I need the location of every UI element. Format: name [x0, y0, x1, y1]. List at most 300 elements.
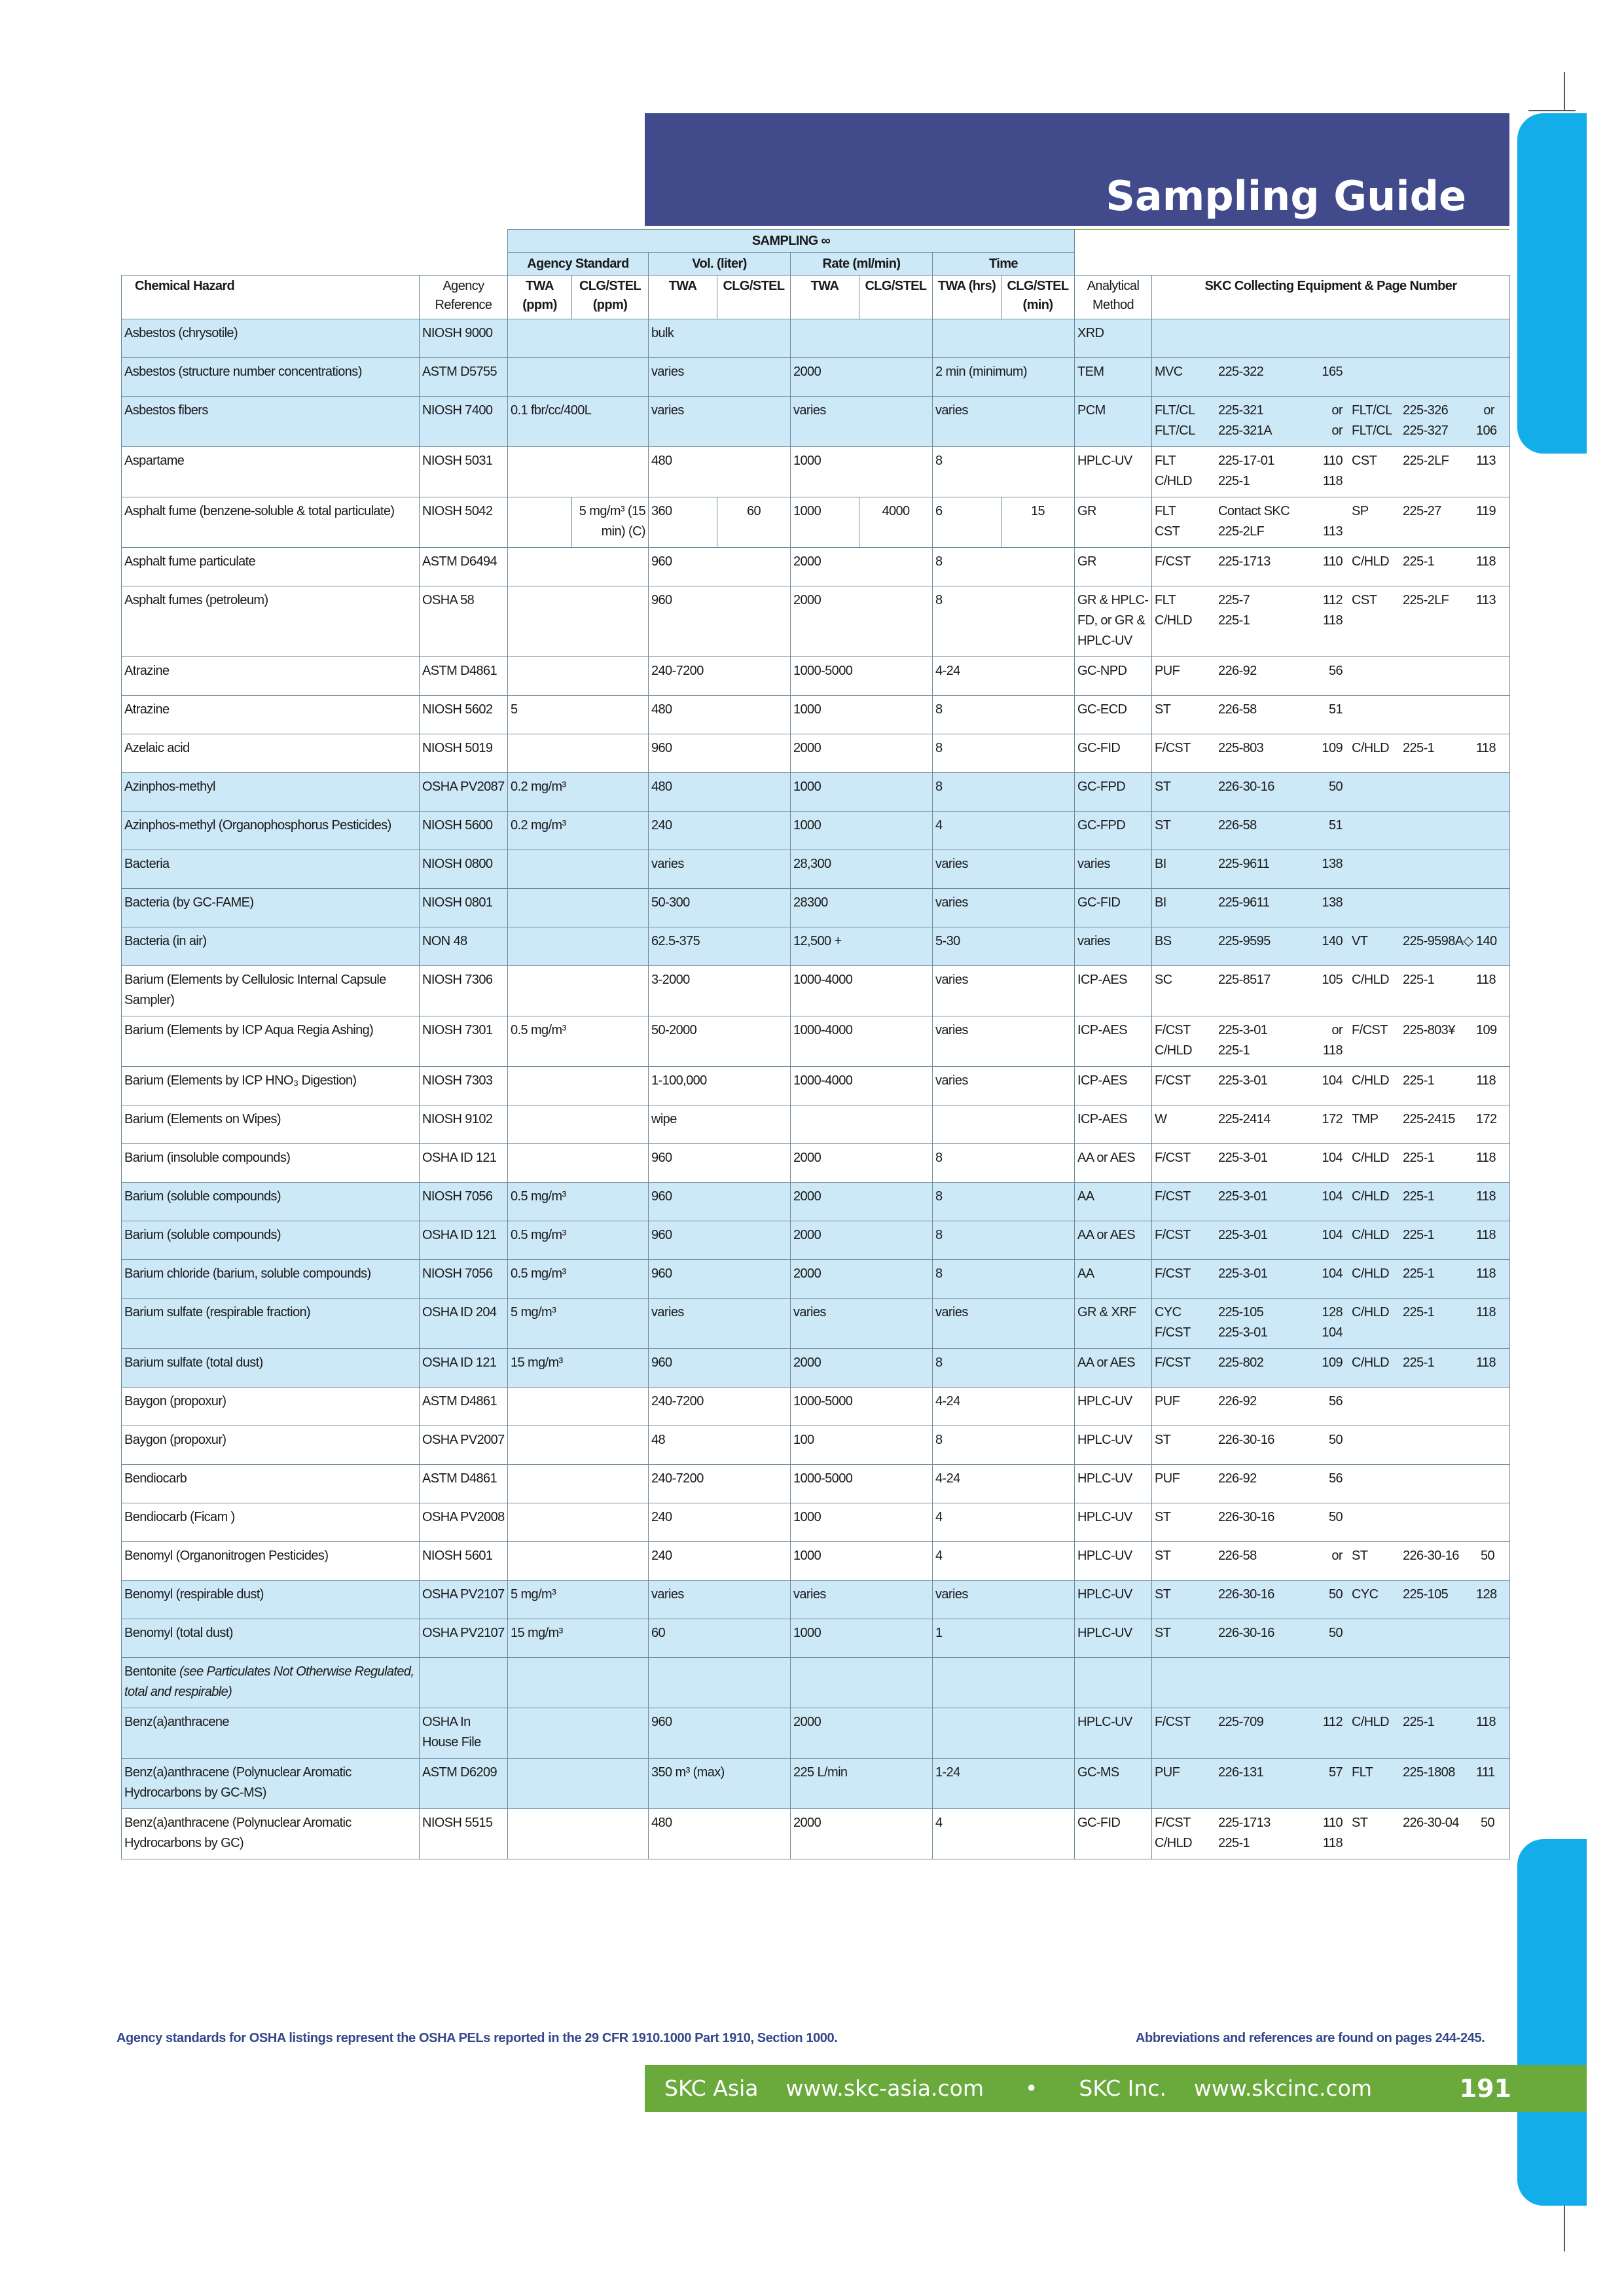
std-cell: 0.1 fbr/cc/400L	[508, 397, 649, 447]
vol-cell: 480	[649, 773, 791, 812]
chemical-name: Atrazine	[124, 664, 170, 678]
chemical-cell	[122, 1388, 420, 1426]
footer-links[interactable]: SKC Asia www.skc-asia.com • SKC Inc. www.skcinc.com	[664, 2075, 1372, 2101]
sampling-header: SAMPLING ∞	[508, 230, 1075, 253]
equipment-value: 172	[1476, 1112, 1497, 1126]
vol-twa-cell: 360	[649, 497, 717, 548]
equipment-value	[1352, 1391, 1403, 1412]
table-row	[122, 1542, 1510, 1581]
equipment-value	[1352, 816, 1403, 836]
rate-cell: 1000	[791, 812, 933, 850]
equipment-value: 225-1	[1403, 973, 1435, 987]
equipment-value: 225-709	[1218, 1715, 1264, 1729]
column-header: SKC Collecting Equipment & Page Number	[1152, 276, 1510, 319]
equipment-value: C/HLD	[1155, 474, 1193, 488]
equipment-value: 118	[1322, 613, 1343, 628]
equipment-line	[1155, 700, 1507, 720]
equipment-value: 118	[1476, 1305, 1496, 1319]
chemical-cell	[122, 1619, 420, 1658]
agency-cell: OSHA PV2087	[420, 773, 508, 812]
agency-cell: ASTM D6209	[420, 1759, 508, 1809]
chemical-name: Benomyl (respirable dust)	[124, 1587, 264, 1602]
method-cell: AA	[1075, 1260, 1152, 1299]
equipment-value: 226-30-04	[1403, 1816, 1459, 1830]
equipment-value: 109	[1322, 741, 1343, 755]
equipment-value: or	[1331, 1549, 1343, 1563]
method-cell: AA or AES	[1075, 1349, 1152, 1388]
table-row	[122, 696, 1510, 734]
equipment-value: ST	[1155, 1433, 1171, 1447]
method-cell	[1075, 1658, 1152, 1708]
rate-cell: 28300	[791, 889, 933, 927]
equipment-value: 225-105	[1403, 1587, 1449, 1602]
equipment-value: 225-2415	[1403, 1112, 1455, 1126]
equipment-value: W	[1155, 1112, 1167, 1126]
equipment-cell	[1152, 1260, 1510, 1299]
equipment-value: 225-9611	[1218, 857, 1270, 871]
equipment-cell	[1152, 1759, 1510, 1809]
std-cell: 0.2 mg/m³	[508, 812, 649, 850]
equipment-cell	[1152, 1183, 1510, 1221]
column-header: CLG/STEL (min)	[1001, 276, 1075, 319]
equipment-cell	[1152, 1658, 1510, 1708]
chemical-name: Barium (Elements by Cellulosic Internal Capsule Sampler)	[124, 973, 386, 1007]
footer-bar	[645, 2065, 1587, 2112]
equipment-value	[1476, 522, 1494, 542]
std-cell	[508, 966, 649, 1016]
chemical-name: Azelaic acid	[124, 741, 190, 755]
table-row	[122, 1105, 1510, 1144]
column-header: Agency Reference	[420, 276, 508, 319]
vol-cell: 240-7200	[649, 1388, 791, 1426]
column-header: TWA	[791, 276, 859, 319]
equipment-line	[1155, 893, 1507, 913]
time-cell: 8	[933, 734, 1075, 773]
time-cell: 4	[933, 1542, 1075, 1581]
chemical-cell	[122, 1016, 420, 1067]
agency-cell: NIOSH 0800	[420, 850, 508, 889]
equipment-value	[1352, 362, 1403, 382]
equipment-value: ST	[1155, 780, 1171, 794]
time-cell: 8	[933, 1183, 1075, 1221]
equipment-value: 50	[1328, 1587, 1343, 1602]
footnote-abbreviations: Abbreviations and references are found on pages 244-245.	[1136, 2031, 1485, 2045]
equipment-value: 57	[1328, 1765, 1343, 1780]
equipment-cell	[1152, 497, 1510, 548]
equipment-value: 56	[1328, 1471, 1343, 1486]
time-clg-cell: 15	[1001, 497, 1075, 548]
equipment-line	[1155, 931, 1507, 952]
equipment-value: F/CST	[1155, 1816, 1191, 1830]
equipment-value: C/HLD	[1352, 1355, 1390, 1370]
rate-cell: 2000	[791, 1349, 933, 1388]
equipment-cell	[1152, 1388, 1510, 1426]
rate-cell: 1000	[791, 1542, 933, 1581]
equipment-value: ST	[1155, 818, 1171, 833]
agency-cell: NIOSH 9000	[420, 319, 508, 358]
equipment-value: FLT	[1155, 454, 1176, 468]
vol-cell: 960	[649, 1221, 791, 1260]
equipment-value: 165	[1322, 365, 1343, 379]
equipment-value: 225-1	[1403, 554, 1435, 569]
equipment-value	[1352, 1469, 1403, 1489]
equipment-value: C/HLD	[1352, 1266, 1390, 1281]
std-cell	[508, 850, 649, 889]
equipment-cell	[1152, 1465, 1510, 1503]
vol-cell: 50-300	[649, 889, 791, 927]
equipment-value	[1403, 1469, 1476, 1489]
equipment-value	[1352, 661, 1403, 681]
equipment-line	[1155, 1020, 1507, 1041]
table-row	[122, 319, 1510, 358]
equipment-value: 118	[1322, 474, 1343, 488]
equipment-value: 225-326	[1403, 403, 1449, 418]
method-cell: ICP-AES	[1075, 1016, 1152, 1067]
table-row	[122, 1503, 1510, 1542]
equipment-value: C/HLD	[1352, 973, 1390, 987]
equipment-value	[1476, 1041, 1494, 1061]
equipment-value: 118	[1476, 1355, 1496, 1370]
chemical-cell	[122, 1809, 420, 1859]
equipment-value	[1352, 1430, 1403, 1450]
equipment-value: MVC	[1155, 365, 1183, 379]
equipment-line	[1155, 1071, 1507, 1091]
agency-cell	[420, 1658, 508, 1708]
equipment-line	[1155, 1109, 1507, 1130]
std-cell	[508, 889, 649, 927]
equipment-value	[1476, 1430, 1494, 1450]
chemical-cell	[122, 1144, 420, 1183]
agency-cell: NIOSH 5019	[420, 734, 508, 773]
equipment-value: 225-1713	[1218, 554, 1271, 569]
equipment-value: ST	[1155, 1549, 1171, 1563]
equipment-value: ST	[1155, 702, 1171, 717]
std-cell	[508, 447, 649, 497]
chemical-name: Barium (soluble compounds)	[124, 1189, 281, 1204]
equipment-value	[1476, 1507, 1494, 1528]
equipment-value: F/CST	[1155, 1151, 1191, 1165]
equipment-value	[1352, 1323, 1403, 1343]
agency-cell: ASTM D5755	[420, 358, 508, 397]
equipment-cell	[1152, 889, 1510, 927]
table-row	[122, 1349, 1510, 1388]
time-cell	[933, 1105, 1075, 1144]
time-cell: 1	[933, 1619, 1075, 1658]
equipment-cell	[1152, 1105, 1510, 1144]
time-cell: 1-24	[933, 1759, 1075, 1809]
vol-cell: 3-2000	[649, 966, 791, 1016]
equipment-cell	[1152, 1809, 1510, 1859]
equipment-value: ST	[1155, 1587, 1171, 1602]
equipment-line	[1155, 401, 1507, 421]
equipment-value: 225-17-01	[1218, 454, 1274, 468]
equipment-value: C/HLD	[1155, 1836, 1193, 1850]
equipment-value	[1403, 777, 1476, 797]
equipment-cell	[1152, 1144, 1510, 1183]
equipment-value: 104	[1322, 1228, 1343, 1242]
std-cell: 0.5 mg/m³	[508, 1183, 649, 1221]
equipment-value: ST	[1155, 1510, 1171, 1524]
equipment-line	[1155, 590, 1507, 611]
equipment-value	[1476, 1469, 1494, 1489]
table-row	[122, 773, 1510, 812]
chemical-name: Bentonite	[124, 1664, 177, 1679]
agency-cell: NIOSH 5601	[420, 1542, 508, 1581]
chemical-cell	[122, 319, 420, 358]
method-cell: GC-MS	[1075, 1759, 1152, 1809]
agency-cell: OSHA ID 121	[420, 1144, 508, 1183]
method-cell: HPLC-UV	[1075, 1581, 1152, 1619]
equipment-value: 226-92	[1218, 1471, 1257, 1486]
rate-twa-cell: 1000	[791, 497, 859, 548]
equipment-value	[1476, 471, 1494, 492]
time-cell: 8	[933, 1144, 1075, 1183]
equipment-value	[1476, 1623, 1494, 1643]
rate-cell: 1000-4000	[791, 1016, 933, 1067]
equipment-value: C/HLD	[1352, 1715, 1390, 1729]
equipment-line	[1155, 1833, 1507, 1854]
equipment-value: 140	[1322, 934, 1343, 948]
equipment-cell	[1152, 1349, 1510, 1388]
equipment-value: 118	[1476, 554, 1496, 569]
agency-cell: NIOSH 7306	[420, 966, 508, 1016]
equipment-value: BI	[1155, 857, 1166, 871]
equipment-cell	[1152, 734, 1510, 773]
chemical-cell	[122, 1183, 420, 1221]
equipment-value: 112	[1322, 1715, 1343, 1729]
rate-header: Rate (ml/min)	[791, 253, 933, 276]
equipment-value: 118	[1476, 1266, 1496, 1281]
equipment-value	[1352, 471, 1403, 492]
equipment-value: PUF	[1155, 1765, 1180, 1780]
method-cell: GR	[1075, 548, 1152, 586]
std-cell	[508, 1388, 649, 1426]
time-cell: 8	[933, 447, 1075, 497]
agency-cell: OSHA PV2007	[420, 1426, 508, 1465]
agency-cell: OSHA ID 121	[420, 1349, 508, 1388]
vol-cell	[649, 1658, 791, 1708]
vol-cell: 50-2000	[649, 1016, 791, 1067]
table-row	[122, 1144, 1510, 1183]
chemical-cell	[122, 397, 420, 447]
agency-cell: NIOSH 5602	[420, 696, 508, 734]
chemical-cell	[122, 447, 420, 497]
equipment-value: 226-131	[1218, 1765, 1264, 1780]
equipment-cell	[1152, 1067, 1510, 1105]
table-row	[122, 1388, 1510, 1426]
equipment-value: 104	[1322, 1325, 1343, 1340]
equipment-value: or	[1331, 1023, 1343, 1037]
equipment-value	[1476, 661, 1494, 681]
equipment-value: C/HLD	[1352, 554, 1390, 569]
agency-cell: ASTM D4861	[420, 1465, 508, 1503]
equipment-value: 56	[1328, 1394, 1343, 1408]
table-row	[122, 1619, 1510, 1658]
equipment-value: ST	[1155, 1626, 1171, 1640]
table-row	[122, 1658, 1510, 1708]
vol-clg-cell: 60	[717, 497, 791, 548]
equipment-line	[1155, 1507, 1507, 1528]
equipment-value: F/CST	[1155, 1189, 1191, 1204]
vol-cell: 240	[649, 812, 791, 850]
equipment-line	[1155, 1763, 1507, 1783]
page-title: Sampling Guide	[1106, 172, 1466, 220]
time-cell: 4	[933, 1503, 1075, 1542]
equipment-value: ST	[1352, 1549, 1368, 1563]
equipment-value: 225-2LF	[1218, 524, 1265, 539]
chemical-cell	[122, 358, 420, 397]
std-cell	[508, 1067, 649, 1105]
equipment-cell	[1152, 447, 1510, 497]
equipment-value: 118	[1476, 1189, 1496, 1204]
agency-cell: NIOSH 5600	[420, 812, 508, 850]
table-row	[122, 1067, 1510, 1105]
equipment-value: 225-9595	[1218, 934, 1271, 948]
equipment-line	[1155, 816, 1507, 836]
rate-cell: 1000	[791, 773, 933, 812]
chemical-cell	[122, 1067, 420, 1105]
equipment-value: F/CST	[1155, 554, 1191, 569]
std-cell	[508, 1542, 649, 1581]
equipment-value: 113	[1476, 593, 1496, 607]
equipment-value: 225-7	[1218, 593, 1250, 607]
vol-cell: 240	[649, 1542, 791, 1581]
rate-cell: 1000	[791, 1503, 933, 1542]
std-cell	[508, 734, 649, 773]
equipment-value: PUF	[1155, 1394, 1180, 1408]
vol-header: Vol. (liter)	[649, 253, 791, 276]
equipment-value: 225-3-01	[1218, 1228, 1268, 1242]
std-cell	[508, 657, 649, 696]
equipment-value: C/HLD	[1352, 1305, 1390, 1319]
equipment-value	[1476, 893, 1494, 913]
chemical-cell	[122, 1658, 420, 1708]
equipment-value	[1352, 1833, 1403, 1854]
equipment-value: C/HLD	[1352, 1189, 1390, 1204]
equipment-line	[1155, 661, 1507, 681]
agency-cell: NIOSH 0801	[420, 889, 508, 927]
rate-cell: 2000	[791, 358, 933, 397]
equipment-value: 225-8517	[1218, 973, 1271, 987]
equipment-value: 225-9611	[1218, 895, 1270, 910]
equipment-value: 118	[1476, 973, 1496, 987]
chemical-cell	[122, 734, 420, 773]
chemical-cell	[122, 548, 420, 586]
equipment-value: 225-3-01	[1218, 1023, 1268, 1037]
method-cell: PCM	[1075, 397, 1152, 447]
vol-cell: varies	[649, 850, 791, 889]
agency-cell: OSHA In House File	[420, 1708, 508, 1759]
method-cell: GC-FPD	[1075, 812, 1152, 850]
equipment-value: 225-802	[1218, 1355, 1264, 1370]
chemical-cell	[122, 1759, 420, 1809]
time-cell: 4-24	[933, 1388, 1075, 1426]
chemical-name: Benz(a)anthracene (Polynuclear Aromatic Hydrocarbons by GC)	[124, 1816, 352, 1850]
equipment-line	[1155, 970, 1507, 990]
chemical-cell	[122, 1426, 420, 1465]
chemical-cell	[122, 1503, 420, 1542]
equipment-value: 172	[1322, 1112, 1343, 1126]
equipment-cell	[1152, 548, 1510, 586]
equipment-value: VT	[1352, 934, 1368, 948]
vol-cell: 240	[649, 1503, 791, 1542]
equipment-cell	[1152, 812, 1510, 850]
rate-cell: 1000-5000	[791, 657, 933, 696]
chemical-name: Baygon (propoxur)	[124, 1433, 226, 1447]
equipment-value: CYC	[1352, 1587, 1379, 1602]
rate-cell: 100	[791, 1426, 933, 1465]
time-cell: 2 min (minimum)	[933, 358, 1075, 397]
method-cell: ICP-AES	[1075, 1067, 1152, 1105]
std-cell	[508, 586, 649, 657]
chemical-cell	[122, 773, 420, 812]
equipment-value: F/CST	[1155, 1023, 1191, 1037]
equipment-cell	[1152, 1426, 1510, 1465]
table-row	[122, 586, 1510, 657]
vol-cell: 960	[649, 734, 791, 773]
chemical-name: Barium sulfate (respirable fraction)	[124, 1305, 311, 1319]
equipment-cell	[1152, 397, 1510, 447]
vol-cell: 960	[649, 586, 791, 657]
time-cell: 8	[933, 1260, 1075, 1299]
method-cell: HPLC-UV	[1075, 1542, 1152, 1581]
chemical-name: Barium (Elements by ICP Aqua Regia Ashing)	[124, 1023, 374, 1037]
equipment-cell	[1152, 657, 1510, 696]
method-cell: AA or AES	[1075, 1144, 1152, 1183]
std-cell	[508, 1144, 649, 1183]
equipment-value	[1352, 777, 1403, 797]
rate-cell	[791, 319, 933, 358]
equipment-value: FLT/CL	[1155, 403, 1195, 418]
equipment-value: Contact SKC	[1218, 504, 1290, 518]
chemical-name: Baygon (propoxur)	[124, 1394, 226, 1408]
equipment-value: CST	[1352, 454, 1377, 468]
chemical-name: Benomyl (Organonitrogen Pesticides)	[124, 1549, 329, 1563]
equipment-value: 118	[1322, 1043, 1343, 1058]
equipment-value: 225-321	[1218, 403, 1264, 418]
equipment-value: 225-105	[1218, 1305, 1264, 1319]
equipment-value: 138	[1322, 857, 1343, 871]
time-cell: 4-24	[933, 1465, 1075, 1503]
rate-cell: 1000	[791, 696, 933, 734]
equipment-line	[1155, 1187, 1507, 1207]
equipment-value	[1352, 893, 1403, 913]
rate-cell: 2000	[791, 586, 933, 657]
equipment-cell	[1152, 1542, 1510, 1581]
equipment-line	[1155, 1430, 1507, 1450]
agency-cell: OSHA PV2107	[420, 1619, 508, 1658]
std-clg-cell: 5 mg/m³ (15 min) (C)	[572, 497, 649, 548]
equipment-value: 118	[1476, 1715, 1496, 1729]
std-twa-cell	[508, 497, 572, 548]
equipment-line	[1155, 501, 1507, 522]
equipment-value: 225-1	[1403, 741, 1435, 755]
equipment-cell	[1152, 966, 1510, 1016]
equipment-value: C/HLD	[1155, 613, 1193, 628]
method-cell: ICP-AES	[1075, 1105, 1152, 1144]
equipment-value: 226-30-16	[1403, 1549, 1459, 1563]
equipment-value: 110	[1322, 454, 1343, 468]
equipment-value: 225-1	[1218, 1043, 1250, 1058]
equipment-value: C/HLD	[1352, 1073, 1390, 1088]
std-cell: 5	[508, 696, 649, 734]
equipment-value: 104	[1322, 1073, 1343, 1088]
method-cell: HPLC-UV	[1075, 447, 1152, 497]
page-number: 191	[1459, 2074, 1511, 2103]
edge-tab	[1517, 1839, 1587, 2206]
equipment-value: 225-1	[1403, 1266, 1435, 1281]
equipment-line	[1155, 611, 1507, 631]
